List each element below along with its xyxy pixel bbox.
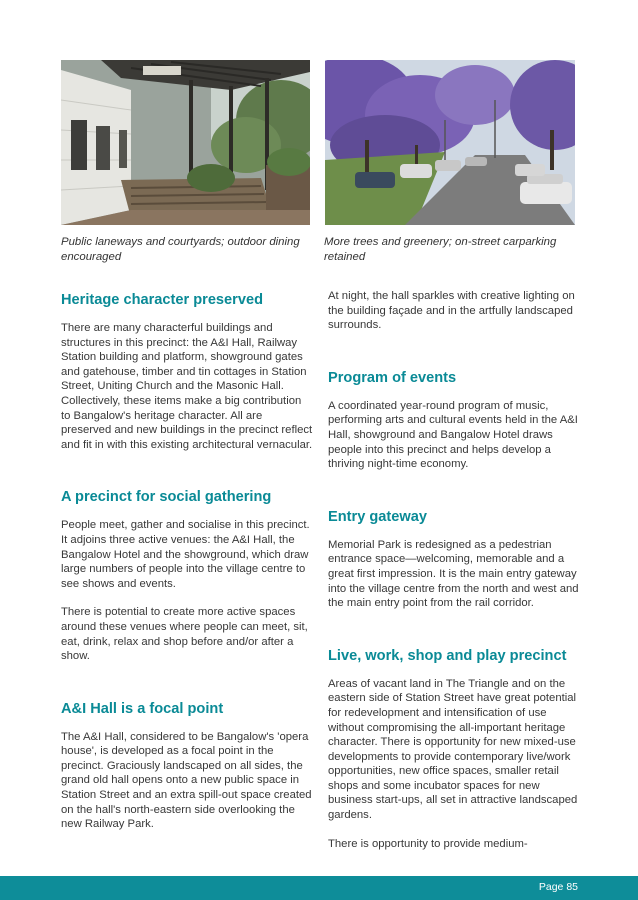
heritage-heading: Heritage character preserved [61,292,263,308]
heritage-paragraph: There are many characterful buildings and structures in this precinct: the A&I Hall, Railway Station building and platform, showground gates and gatehouse, timber and tin cottages in Station Street, Uniting Church and the Masonic Hall. Collectively, these items make a big contribution to Bangalow's heritage character. All are preserved and new buildings in the precinct reflect and fit in with this existing architectural vernacular. [61,322,313,451]
live-work-paragraph-2: There is opportunity to provide medium- [328,837,528,850]
laneway-illustration [61,60,310,225]
street-photo [325,60,575,225]
social-heading: A precinct for social gathering [61,489,272,506]
laneway-caption: Public laneways and courtyards; outdoor dining encouraged [61,236,300,263]
live-work-heading: Live, work, shop and play precinct [328,647,567,664]
left-column [61,289,313,832]
focal-paragraph: The A&I Hall, considered to be Bangalow's 'opera house', is developed as a focal point in the precinct. Graciously landscaped on all sides, the grand old hall opens onto a new public space in Station Street and an extra spill-out space created on the hall's north-eastern side overlooking the new Railway Park. [61,730,312,831]
street-caption: More trees and greenery; on-street carparking retained [324,236,557,263]
social-paragraph-2: There is potential to create more active spaces around these venues where people can meet, sit, eat, drink, relax and shop before and/or after a show. [61,606,308,663]
social-paragraph-1: People meet, gather and socialise in this precinct. It adjoins three active venues: the A&I Hall, the Bangalow Hotel and the showground, which draw large numbers of people into the village centre to see shows and events. [61,519,310,590]
right-column [328,289,580,851]
page-number: Page 85 [538,881,578,893]
laneway-photo [61,60,310,225]
events-heading: Program of events [328,369,457,386]
street-illustration [325,60,575,225]
night-paragraph: At night, the hall sparkles with creative lighting on the building façade and in the artfully landscaped surrounds. [328,290,575,332]
footer-bar [0,876,638,900]
live-work-paragraph-1: Areas of vacant land in The Triangle and on the eastern side of Station Street have great potential for redevelopment and intensification of use without compromising the all-important heritage character. There is opportunity for new mixed-use developments to provide contemporary live/work opportunities, new office spaces, smaller retail shops and some incubator spaces for new business start-ups, all set in attractive landscaped gardens. [328,677,578,822]
events-paragraph: A coordinated year-round program of music, performing arts and cultural events held in the A&I Hall, showground and Bangalow Hotel draws people into this precinct and helps develop a thriving night-time economy. [328,399,578,471]
gateway-paragraph: Memorial Park is redesigned as a pedestrian entrance space—welcoming, memorable and a great first impression. It is the main entry gateway into the village centre from the north and west and the main entry point from the rail corridor. [328,538,579,610]
gateway-heading: Entry gateway [328,508,427,525]
focal-heading: A&I Hall is a focal point [61,700,224,717]
